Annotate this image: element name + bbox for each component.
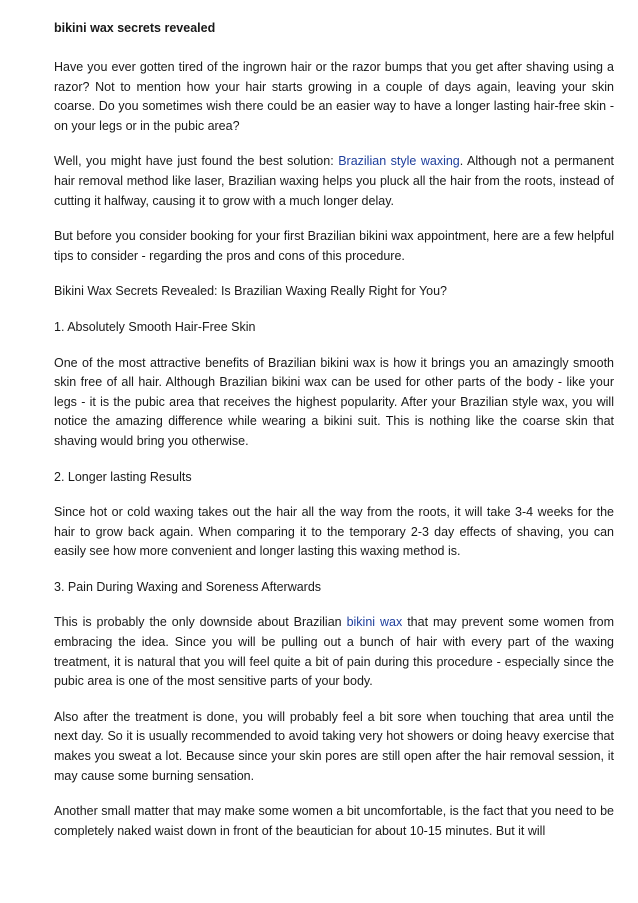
document-title: bikini wax secrets revealed [54,21,216,35]
section-heading-pain: 3. Pain During Waxing and Soreness Afterwards [54,579,322,594]
bikini-wax-link[interactable]: bikini wax [346,615,403,630]
paragraph-pain-text-2: that may prevent some women from embracing the idea. Since you will be pulling out a bunch of hair with every part of the waxing treatment, it is natural that you will feel quite a bit of pain during this procedure - especially since the pubic area is one of the most sensitive parts of your body. [54,615,615,689]
paragraph-longer-lasting: Since hot or cold waxing takes out the hair all the way from the roots, it will take 3-4 weeks for the hair to grow back again. When comparing it to the temporary 2-3 day effects of shaving, you can easily see how more convenient and longer lasting this waxing method is. [54,505,614,559]
document-page [54,20,614,857]
paragraph-solution-text-2: . Although not a permanent hair removal method like laser, Brazilian waxing helps you pluck all the hair from the roots, instead of cutting it halfway, causing it to grow with a much longer delay. [54,154,614,208]
paragraph-pain-text-1: This is probably the only downside about Brazilian [54,615,347,630]
section-heading-longer-lasting: 2. Longer lasting Results [54,469,192,484]
paragraph-solution-text-1: Well, you might have just found the best solution: [54,154,339,169]
section-heading-main: Bikini Wax Secrets Revealed: Is Brazilian Waxing Really Right for You? [54,284,447,299]
paragraph-solution [54,152,614,211]
paragraph-before-booking: But before you consider booking for your first Brazilian bikini wax appointment, here are a few helpful tips to consider - regarding the pros and cons of this procedure. [54,229,614,263]
paragraph-intro: Have you ever gotten tired of the ingrown hair or the razor bumps that you get after shaving using a razor? Not to mention how your hair starts growing in a couple of days again, leaving your skin coarse. Do you sometimes wish there could be an easier way to have a longer lasting hair-free skin - on your legs or in the pubic area? [54,60,614,133]
paragraph-soreness: Also after the treatment is done, you will probably feel a bit sore when touching that area until the next day. So it is usually recommended to avoid taking very hot showers or doing heavy exercise that makes you sweat a lot. Because since your skin pores are still open after the hair removal session, it may cause some burning sensation. [54,709,614,783]
brazilian-style-waxing-link[interactable]: Brazilian style waxing [338,154,460,169]
paragraph-smooth-skin: One of the most attractive benefits of Brazilian bikini wax is how it brings you an amazingly smooth skin free of all hair. Although Brazilian bikini wax can be used for other parts of the body - like your legs - it is the pubic area that receives the highest popularity. After your Brazilian style wax, you will notice the amazing difference while wearing a bikini suit. This is nothing like the coarse skin that shaving would bring you otherwise. [54,355,614,448]
paragraph-naked: Another small matter that may make some women a bit uncomfortable, is the fact that you need to be completely naked waist down in front of the beautician for about 10-15 minutes. But it will [54,804,614,838]
section-heading-smooth-skin: 1. Absolutely Smooth Hair-Free Skin [54,319,256,334]
paragraph-pain [54,613,614,691]
